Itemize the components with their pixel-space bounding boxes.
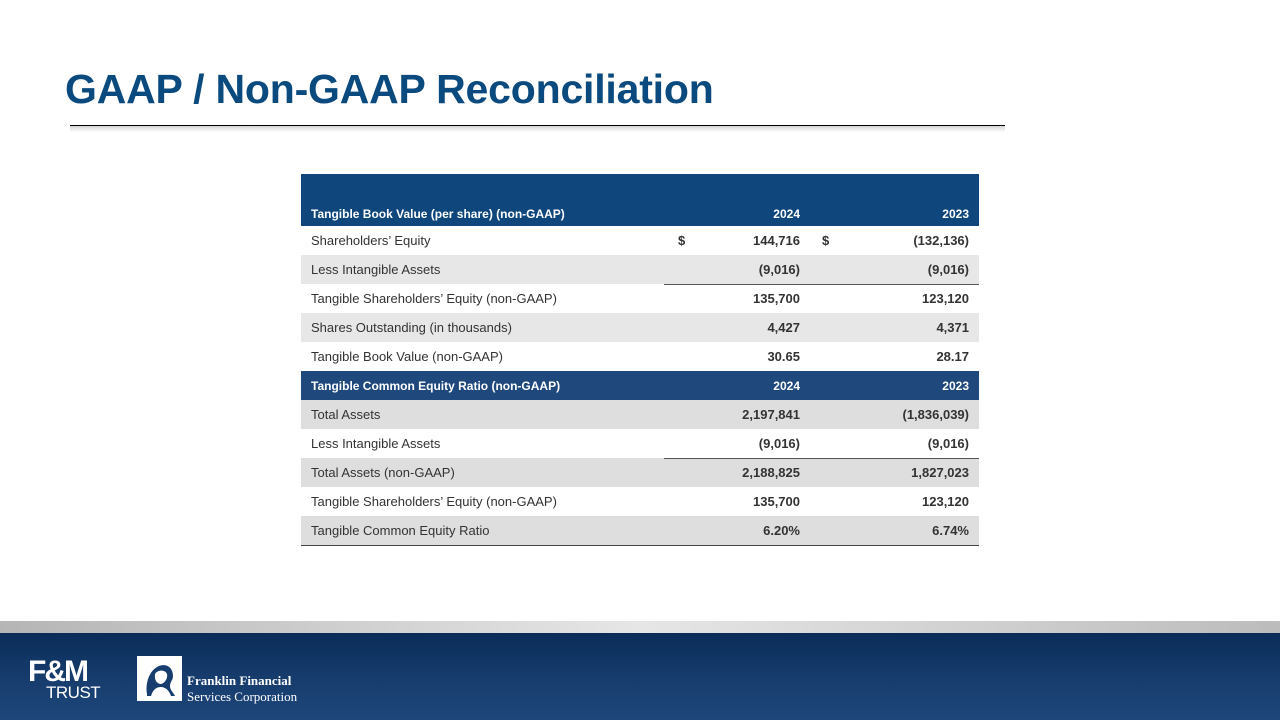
row-label: Tangible Shareholders’ Equity (non-GAAP) [301, 487, 664, 516]
currency-symbol: $ [664, 226, 700, 255]
value-2023: 6.74% [844, 516, 979, 545]
value-2023: (9,016) [844, 429, 979, 458]
fm-trust-logo-mark: F&M [28, 655, 87, 688]
table-row [301, 458, 979, 487]
footer-accent-band [0, 621, 1280, 633]
row-label: Tangible Common Equity Ratio [301, 516, 664, 545]
table-row [301, 284, 979, 313]
header-label: Tangible Common Equity Ratio (non-GAAP) [301, 371, 664, 400]
row-label: Less Intangible Assets [301, 255, 664, 284]
table-row [301, 313, 979, 342]
header-year-2024: 2024 [700, 174, 808, 226]
franklin-portrait-icon [137, 656, 182, 701]
value-2024: 135,700 [700, 487, 808, 516]
currency-symbol: $ [808, 226, 844, 255]
value-2024: (9,016) [700, 255, 808, 284]
header-year-2023: 2023 [844, 174, 979, 226]
row-label: Less Intangible Assets [301, 429, 664, 458]
value-2024: 6.20% [700, 516, 808, 545]
table-row [301, 516, 979, 545]
value-2024: 30.65 [700, 342, 808, 371]
value-2024: 135,700 [700, 284, 808, 313]
header-label: Tangible Book Value (per share) (non-GAAP) [301, 174, 664, 226]
row-label: Total Assets [301, 400, 664, 429]
table-header-tangible-book-value [301, 174, 979, 226]
value-2023: 28.17 [844, 342, 979, 371]
value-2023: 1,827,023 [844, 458, 979, 487]
value-2024: 2,188,825 [700, 458, 808, 487]
table-row [301, 342, 979, 371]
footer-bar [0, 633, 1280, 720]
table-row [301, 429, 979, 458]
value-2023: 123,120 [844, 284, 979, 313]
title-divider-shadow [70, 126, 1005, 132]
row-label: Tangible Book Value (non-GAAP) [301, 342, 664, 371]
row-label: Total Assets (non-GAAP) [301, 458, 664, 487]
value-2024: 4,427 [700, 313, 808, 342]
fm-trust-logo-text: TRUST [46, 683, 101, 702]
page-title: GAAP / Non-GAAP Reconciliation [65, 66, 714, 112]
row-label: Shares Outstanding (in thousands) [301, 313, 664, 342]
table-row [301, 255, 979, 284]
value-2023: (1,836,039) [844, 400, 979, 429]
value-2023: (9,016) [844, 255, 979, 284]
value-2024: 144,716 [700, 226, 808, 255]
value-2024: (9,016) [700, 429, 808, 458]
franklin-financial-name: Franklin Financial [187, 673, 292, 688]
table-row [301, 226, 979, 255]
table-header-tangible-common-equity [301, 371, 979, 400]
value-2024: 2,197,841 [700, 400, 808, 429]
reconciliation-table [301, 174, 979, 546]
value-2023: 4,371 [844, 313, 979, 342]
table-row [301, 487, 979, 516]
row-label: Shareholders’ Equity [301, 226, 664, 255]
franklin-financial-subtitle: Services Corporation [187, 689, 298, 704]
header-year-2023: 2023 [844, 371, 979, 400]
value-2023: 123,120 [844, 487, 979, 516]
fm-trust-logo [28, 657, 112, 703]
value-2023: (132,136) [844, 226, 979, 255]
table-row [301, 400, 979, 429]
row-label: Tangible Shareholders’ Equity (non-GAAP) [301, 284, 664, 313]
header-year-2024: 2024 [700, 371, 808, 400]
